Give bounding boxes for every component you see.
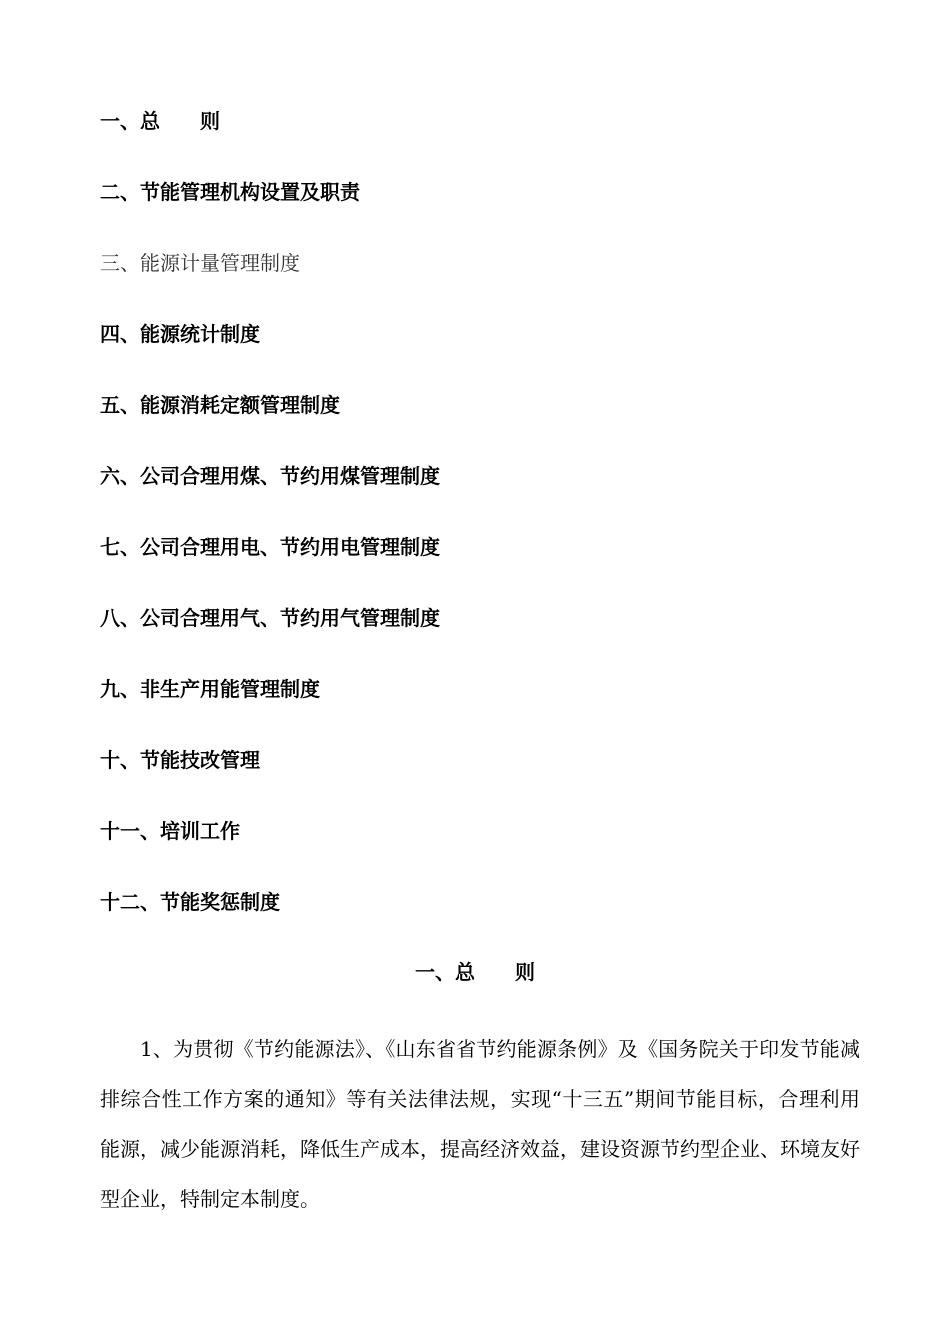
toc-item-8: 八、公司合理用气、节约用气管理制度 xyxy=(100,606,440,630)
section-heading: 一、总 则 xyxy=(415,960,535,984)
toc-item-11: 十一、培训工作 xyxy=(100,819,240,843)
toc-item-2: 二、节能管理机构设置及职责 xyxy=(100,180,360,204)
toc-item-3: 三、能源计量管理制度 xyxy=(100,251,300,275)
toc-item-10: 十、节能技改管理 xyxy=(100,748,260,772)
section-paragraph: 1、为贯彻《节约能源法》、《山东省省节约能源条例》及《国务院关于印发节能减排综合性工作方案的通知》等有关法律法规，实现“十三五”期间节能目标，合理利用能源，减少能源消耗，降低生产成本，提高经济效益，建设资源节约型企业、环境友好型企业，特制定本制度。 xyxy=(100,1037,860,1211)
table-of-contents xyxy=(100,103,860,955)
toc-item-1: 一、总 则 xyxy=(100,109,220,133)
toc-item-9: 九、非生产用能管理制度 xyxy=(100,677,320,701)
toc-item-7: 七、公司合理用电、节约用电管理制度 xyxy=(100,535,440,559)
toc-item-6: 六、公司合理用煤、节约用煤管理制度 xyxy=(100,464,440,488)
toc-item-12: 十二、节能奖惩制度 xyxy=(100,890,280,914)
toc-item-5: 五、能源消耗定额管理制度 xyxy=(100,393,340,417)
toc-item-4: 四、能源统计制度 xyxy=(100,322,260,346)
